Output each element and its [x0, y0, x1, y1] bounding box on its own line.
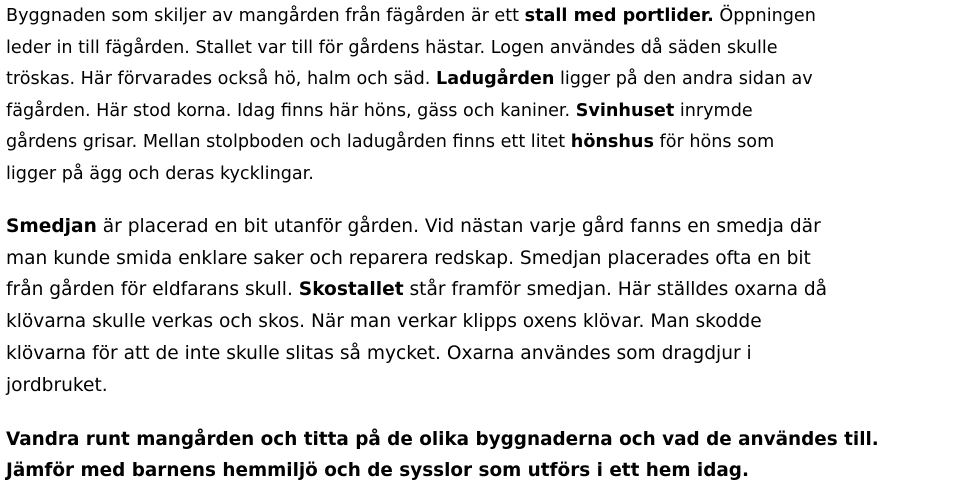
text-run: Öppningen	[713, 6, 816, 26]
bold-term-ladugarden: Ladugården	[435, 69, 555, 89]
text-run: är placerad en bit utanför gården. Vid nästan varje gård fanns en smedja där	[96, 216, 821, 237]
text-line: man kunde smida enklare saker och reparera redskap. Smedjan placerades ofta en bit	[6, 247, 811, 269]
text-run: från gården för eldfarans skull.	[6, 279, 299, 301]
text-line: leder in till fägården. Stallet var till för gårdens hästar. Logen användes då säden skulle	[6, 37, 778, 58]
text-line	[6, 1, 956, 33]
text-line: klövarna för att de inte skulle slitas så mycket. Oxarna användes som dragdjur i	[6, 342, 752, 364]
bold-term-honshus: hönshus	[570, 132, 654, 152]
text-line	[6, 64, 956, 96]
text-run: fägården. Här stod korna. Idag finns här höns, gäss och kaniner.	[6, 100, 576, 121]
text-run: tröskas. Här förvarades också hö, halm och säd.	[6, 69, 436, 89]
document-body	[6, 0, 956, 486]
text-line: jordbruket.	[6, 374, 108, 396]
text-run: gårdens grisar. Mellan stolpboden och ladugården finns ett litet	[6, 132, 571, 152]
assignment-line: Vandra runt mangården och titta på de olika byggnaderna och vad de användes till.	[6, 429, 879, 451]
text-line	[6, 127, 956, 159]
paragraph-farm-buildings	[6, 0, 956, 190]
text-run: inrymde	[674, 100, 753, 121]
text-line	[6, 274, 956, 306]
bold-term-stall: stall med portlider.	[524, 6, 714, 26]
paragraph-smithy	[6, 211, 956, 401]
text-line: ligger på ägg och deras kycklingar.	[6, 163, 314, 184]
text-run: står framför smedjan. Här ställdes oxarna då	[403, 279, 828, 301]
text-line: klövarna skulle verkas och skos. När man verkar klipps oxens klövar. Man skodde	[6, 311, 762, 333]
assignment-line: Jämför med barnens hemmiljö och de sysslor som utförs i ett hem idag.	[6, 460, 749, 482]
text-run: ligger på den andra sidan av	[554, 69, 813, 89]
bold-term-smedjan: Smedjan	[6, 216, 97, 237]
paragraph-assignment	[6, 424, 956, 486]
bold-term-skostallet: Skostallet	[298, 279, 404, 301]
text-run: för höns som	[653, 132, 775, 152]
text-run: Byggnaden som skiljer av mangården från fägården är ett	[6, 6, 525, 26]
text-line	[6, 211, 956, 243]
text-line	[6, 96, 956, 128]
bold-term-svinhuset: Svinhuset	[575, 100, 675, 121]
